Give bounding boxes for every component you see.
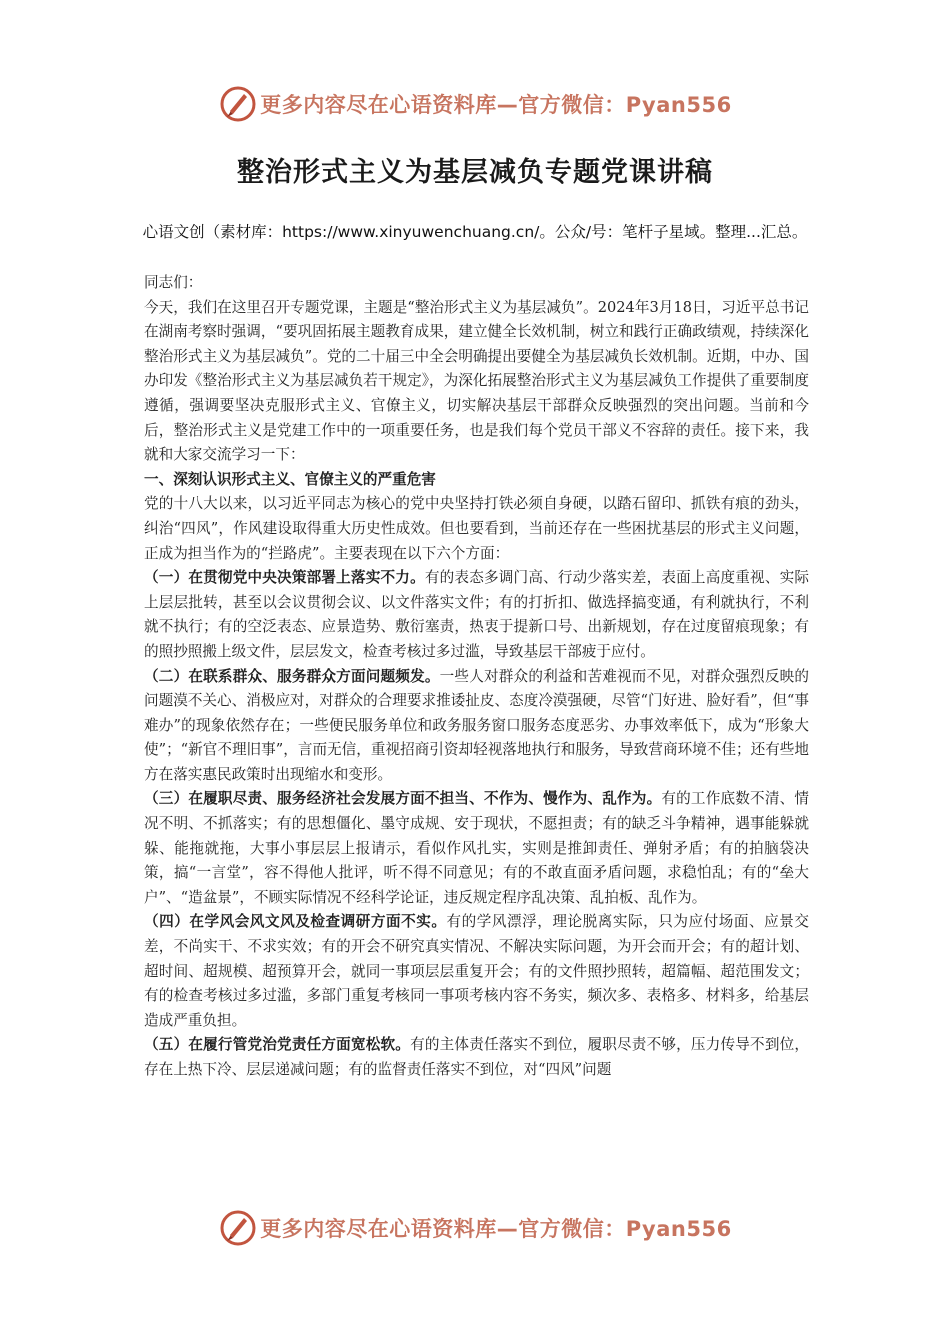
source-line: 心语文创（素材库：https://www.xinyuwenchuang.cn/。公众/号：笔杆子星域。整理...汇总。 — [142, 223, 808, 241]
item-paragraph — [144, 1033, 809, 1082]
item-paragraph — [144, 665, 809, 788]
item-lead: （二）在联系群众、服务群众方面问题频发。 — [144, 667, 440, 685]
page-title: 整治形式主义为基层减负专题党课讲稿 — [237, 157, 713, 188]
banner-text: 更多内容尽在心语资料库—官方微信：Pyan556 — [260, 1217, 732, 1241]
footer-watermark-banner — [0, 1206, 950, 1250]
section-heading: 一、深刻认识形式主义、官僚主义的严重危害 — [144, 470, 436, 488]
item-text: 有的主体责任落实不到位，履职尽责不够，压力传导不到位，存在上热下冷、层层递减问题；有的监督责任落实不到位，对“四风”问题 — [144, 1036, 809, 1078]
item-paragraph — [144, 910, 809, 1033]
item-paragraph — [144, 566, 809, 664]
section-intro-paragraph: 党的十八大以来，以习近平同志为核心的党中央坚持打铁必须自身硬，以踏石留印、抓铁有痕的劲头，纠治“四风”，作风建设取得重大历史性成效。但也要看到，当前还存在一些困扰基层的形式主义问题，正成为担当作为的“拦路虎”。主要表现在以下六个方面： — [144, 495, 809, 562]
item-paragraph — [144, 787, 809, 910]
item-lead: （三）在履职尽责、服务经济社会发展方面不担当、不作为、慢作为、乱作为。 — [144, 790, 662, 808]
logo-icon — [218, 84, 258, 124]
intro-paragraph: 今天，我们在这里召开专题党课，主题是“整治形式主义为基层减负”。2024年3月18日，习近平总书记在湖南考察时强调，“要巩固拓展主题教育成果，建立健全长效机制，树立和践行正确政绩观，持续深化整治形式主义为基层减负”。党的二十届三中全会明确提出要健全为基层减负长效机制。近期，中办、国办印发《整治形式主义为基层减负若干规定》，为深化拓展整治形式主义为基层减负工作提供了重要制度遵循，强调要坚决克服形式主义、官僚主义，切实解决基层干部群众反映强烈的突出问题。当前和今后，整治形式主义是党建工作中的一项重要任务，也是我们每个党员干部义不容辞的责任。接下来，我就和大家交流学习一下： — [144, 298, 809, 464]
item-text: 有的表态多调门高、行动少落实差，表面上高度重视、实际上层层批转，甚至以会议贯彻会议、以文件落实文件；有的打折扣、做选择搞变通，有利就执行，不利就不执行；有的空泛表态、应景造势、敷衍塞责，热衷于提新口号、出新规划，存在过度留痕现象；有的照抄照搬上级文件，层层发文，检查考核过多过滥，导致基层干部疲于应付。 — [144, 569, 809, 660]
item-lead: （一）在贯彻党中央决策部署上落实不力。 — [144, 569, 425, 587]
document-body — [144, 271, 809, 1083]
item-lead: （四）在学风会风文风及检查调研方面不实。 — [144, 913, 447, 931]
item-text: 有的工作底数不清、情况不明、不抓落实；有的思想僵化、墨守成规、安于现状，不愿担责；有的缺乏斗争精神，遇事能躲就躲、能拖就拖，大事小事层层上报请示，看似作风扎实，实则是推卸责任、弹射矛盾；有的拍脑袋决策，搞“一言堂”，容不得他人批评，听不得不同意见；有的不敢直面矛盾问题，求稳怕乱；有的“垒大户”、“造盆景”，不顾实际情况不经科学论证，违反规定程序乱决策、乱拍板、乱作为。 — [144, 790, 809, 906]
item-lead: （五）在履行管党治党责任方面宽松软。 — [144, 1036, 411, 1054]
logo-icon — [218, 1208, 258, 1248]
banner-text: 更多内容尽在心语资料库—官方微信：Pyan556 — [260, 93, 732, 117]
item-text: 有的学风漂浮，理论脱离实际，只为应付场面、应景交差，不尚实干、不求实效；有的开会不研究真实情况、不解决实际问题，为开会而开会；有的超计划、超时间、超规模、超预算开会，就同一事项层层重复开会；有的文件照抄照转，超篇幅、超范围发文；有的检查考核过多过滥，多部门重复考核同一事项考核内容不务实，频次多、表格多、材料多，给基层造成严重负担。 — [144, 913, 809, 1029]
item-text: 一些人对群众的利益和苦难视而不见，对群众强烈反映的问题漠不关心、消极应对，对群众的合理要求推诿扯皮、态度冷漠强硬，尽管“门好进、脸好看”，但“事难办”的现象依然存在；一些便民服务单位和政务服务窗口服务态度恶劣、办事效率低下，成为“形象大使”；“新官不理旧事”，言而无信，重视招商引资却轻视落地执行和服务，导致营商环境不佳；还有些地方在落实惠民政策时出现缩水和变形。 — [144, 667, 809, 783]
greeting: 同志们： — [144, 274, 203, 291]
header-watermark-banner — [0, 82, 950, 126]
